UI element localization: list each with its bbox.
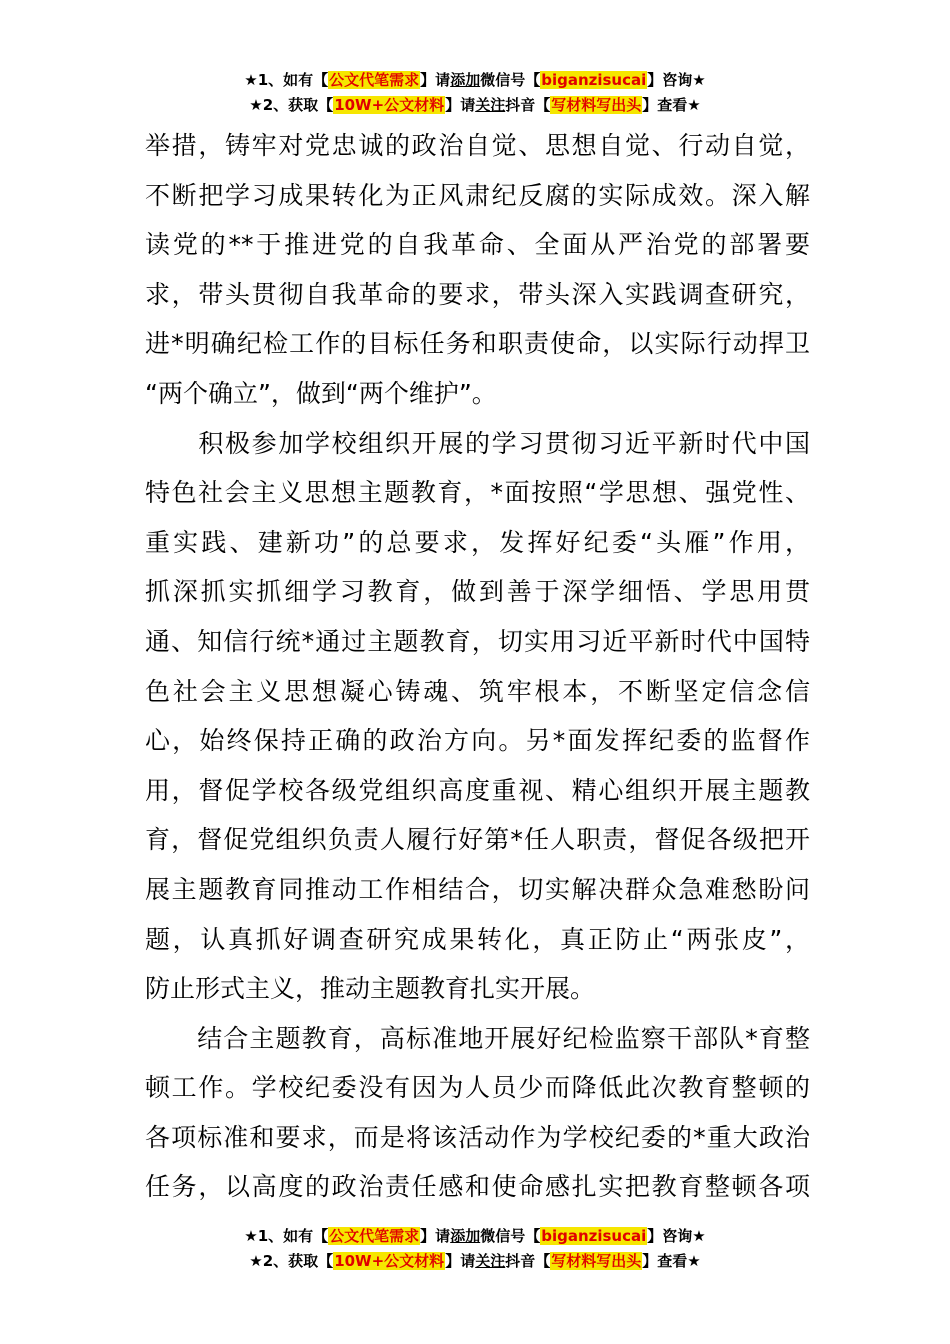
text-line: 心，始终保持正确的政治方向。另*面发挥纪委的监督作 [145,726,810,756]
header-line-2 [0,93,950,118]
underlined-text: 添加 [450,71,481,89]
text-line: 顿工作。学校纪委没有因为人员少而降低此次教育整顿的 [145,1073,810,1103]
text-line: 用，督促学校各级党组织高度重视、精心组织开展主题教 [145,775,810,805]
header-text: ★1、如有【 [244,71,329,89]
footer-text: 】请 [420,1227,451,1245]
paragraph-3 [145,1014,810,1212]
text-line: 进*明确纪检工作的目标任务和职责使命，以实际行动捍卫 [145,329,810,359]
paragraph-1 [145,121,810,419]
header-text: 】查看★ [642,96,701,114]
header-text: ★2、获取【 [249,96,334,114]
highlight-materials: 10W+公文材料 [334,96,445,114]
footer-text: 】查看★ [642,1252,701,1270]
header-banner [0,68,950,118]
footer-banner [0,1224,950,1274]
footer-text: ★2、获取【 [249,1252,334,1270]
text-line: 色社会主义思想凝心铸魂、筑牢根本，不断坚定信念信 [145,676,810,706]
text-line: 各项标准和要求，而是将该活动作为学校纪委的*重大政治 [145,1122,810,1152]
header-text: 抖音【 [505,96,551,114]
header-text: 】请 [445,96,476,114]
header-text: 】咨询★ [647,71,706,89]
text-line: 举措，铸牢对党忠诚的政治自觉、思想自觉、行动自觉， [145,131,810,160]
footer-text: 】请 [445,1252,476,1270]
footer-text: 抖音【 [505,1252,551,1270]
text-line: 求，带头贯彻自我革命的要求，带头深入实践调查研究， [145,279,810,309]
text-line: 重实践、建新功”的总要求，发挥好纪委“头雁”作用， [145,527,810,557]
highlight-douyin: 写材料写出头 [551,96,642,114]
footer-text: ★1、如有【 [244,1227,329,1245]
underlined-text: 关注 [475,96,506,114]
text-line: 特色社会主义思想主题教育，*面按照“学思想、强党性、 [145,478,810,508]
text-line: 育，督促党组织负责人履行好第*任人职责，督促各级把开 [145,825,810,855]
highlight-wechat-id: biganzisucai [541,71,647,89]
text-line: “两个确立”，做到“两个维护”。 [145,378,497,408]
text-line: 不断把学习成果转化为正风肃纪反腐的实际成效。深入解 [145,180,810,210]
document-body [145,121,810,1212]
highlight-service: 公文代笔需求 [329,71,420,89]
highlight-service: 公文代笔需求 [329,1227,420,1245]
text-line: 结合主题教育，高标准地开展好纪检监察干部队*育整 [145,1023,810,1053]
text-line: 题，认真抓好调查研究成果转化，真正防止“两张皮”， [145,924,810,954]
highlight-douyin: 写材料写出头 [551,1252,642,1270]
footer-text: 】咨询★ [647,1227,706,1245]
footer-line-2 [0,1249,950,1274]
header-text: 微信号【 [480,71,541,89]
highlight-wechat-id: biganzisucai [541,1227,647,1245]
underlined-text: 关注 [475,1252,506,1270]
underlined-text: 添加 [450,1227,481,1245]
text-line: 防止形式主义，推动主题教育扎实开展。 [145,974,596,1004]
text-line: 任务，以高度的政治责任感和使命感扎实把教育整顿各项 [145,1172,810,1202]
text-line: 通、知信行统*通过主题教育，切实用习近平新时代中国特 [145,626,810,656]
paragraph-2 [145,419,810,1014]
text-line: 积极参加学校组织开展的学习贯彻习近平新时代中国 [145,428,810,458]
footer-text: 微信号【 [480,1227,541,1245]
text-line: 展主题教育同推动工作相结合，切实解决群众急难愁盼问 [145,874,810,904]
header-text: 】请 [420,71,451,89]
header-line-1 [0,68,950,93]
footer-line-1 [0,1224,950,1249]
text-line: 读党的**于推进党的自我革命、全面从严治党的部署要 [145,230,810,260]
text-line: 抓深抓实抓细学习教育，做到善于深学细悟、学思用贯 [145,577,810,607]
highlight-materials: 10W+公文材料 [334,1252,445,1270]
